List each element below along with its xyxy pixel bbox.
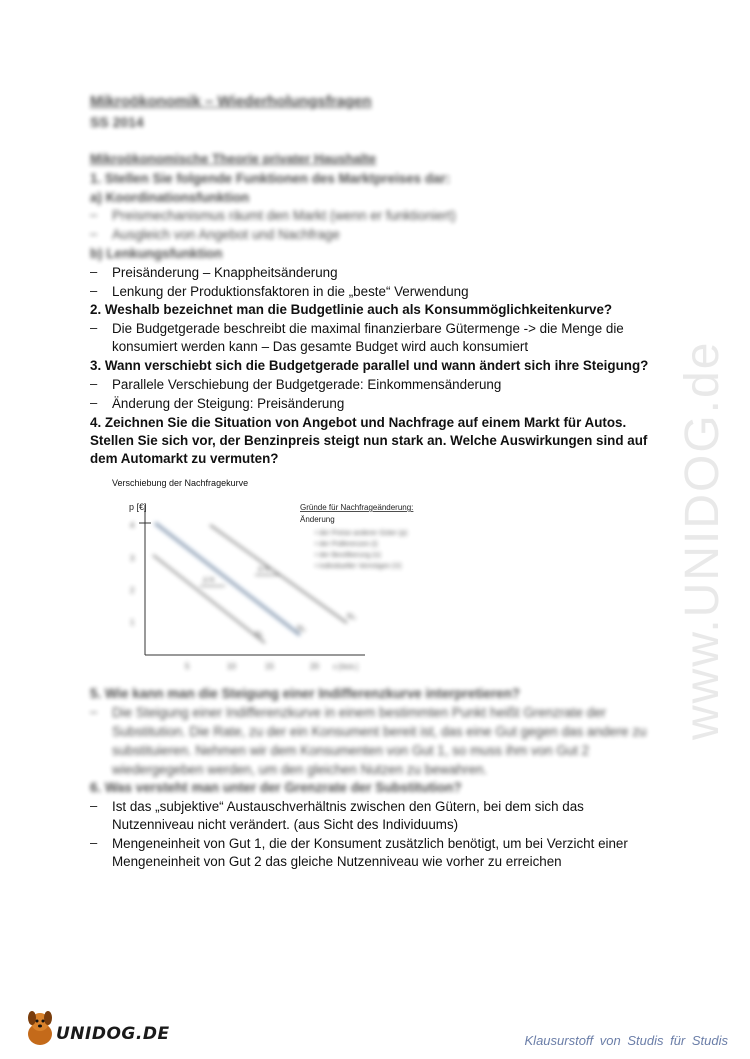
y-tick-label: 4 [130, 521, 135, 530]
y-tick-label: 3 [130, 554, 135, 563]
q1a-item-2: Ausgleich von Angebot und Nachfrage [112, 227, 340, 242]
q5-line-2: Substitution. Die Rate, zu der ein Konsument bereit ist, das eine Gut gegen das andere zu [112, 724, 647, 739]
legend-item: • individueller Vermögen (V) [315, 563, 402, 570]
x-tick-label: 20 [310, 662, 319, 671]
question-1: 1. Stellen Sie folgende Funktionen des Marktpreises dar: [90, 171, 451, 186]
question-3: 3. Wann verschiebt sich die Budgetgerade parallel und wann ändert sich ihre Steigung? [90, 358, 649, 373]
demand-shift-figure [115, 495, 445, 680]
q5-line-1: Die Steigung einer Indifferenzkurve in einem bestimmten Punkt heißt Grenzrate der [112, 705, 606, 720]
legend-title: Gründe für Nachfrageänderung: [300, 503, 414, 512]
footer-logo-text[interactable]: UNIDOG.DE [56, 1024, 170, 1044]
curve-label: N₁ [255, 630, 264, 639]
question-1b: b) Lenkungsfunktion [90, 246, 223, 261]
bullet-dash: – [90, 376, 98, 391]
bullet-dash: – [90, 395, 98, 410]
y-tick-label: 1 [130, 618, 135, 627]
figure-title: Verschiebung der Nachfragekurve [112, 478, 249, 488]
bullet-dash: – [90, 226, 98, 241]
demand-curve-n2 [155, 523, 300, 635]
curve-label: N₂ [297, 624, 306, 633]
bullet-dash: – [90, 798, 98, 813]
watermark: www.UNIDOG.de [676, 340, 729, 740]
section-title: Mikroökonomische Theorie privater Haushalte [90, 151, 377, 166]
q6-item-1-line-2: Nutzenniveau nicht verändert. (aus Sicht des Individuums) [112, 817, 459, 832]
legend-item: • der Bevölkerung (n) [315, 552, 381, 559]
question-6: 6. Was versteht man unter der Grenzrate der Substitution? [90, 780, 462, 795]
x-tick-label: 10 [227, 662, 236, 671]
question-4-line-3: dem Automarkt zu vermuten? [90, 451, 279, 466]
bullet-dash: – [90, 704, 98, 719]
q1b-item-1: Preisänderung – Knappheitsänderung [112, 265, 338, 280]
q6-item-2-line-2: Mengeneinheit von Gut 2 das gleiche Nutzenniveau wie vorher zu erreichen [112, 854, 562, 869]
legend-item: • der Preise anderer Güter (p) [315, 530, 408, 537]
y-axis-label: p [€] [129, 502, 147, 512]
q1b-item-2: Lenkung der Produktionsfaktoren in die „beste“ Verwendung [112, 284, 469, 299]
bullet-dash: – [90, 207, 98, 222]
q6-item-1-line-1: Ist das „subjektive“ Austauschverhältnis zwischen den Gütern, bei dem sich das [112, 799, 584, 814]
legend-item: • der Präferenzen (i) [315, 541, 378, 548]
q1a-item-1: Preismechanismus räumt den Markt (wenn er funktioniert) [112, 208, 456, 223]
page-title: Mikroökonomik – Wiederholungsfragen [90, 93, 372, 110]
q3-item-1: Parallele Verschiebung der Budgetgerade: Einkommensänderung [112, 377, 502, 392]
x-axis-label: x [Stck.] [333, 664, 358, 671]
bullet-dash: – [90, 264, 98, 279]
dog-logo-icon [22, 1008, 58, 1048]
x-tick-label: 5 [185, 662, 190, 671]
legend-subtitle: Änderung [300, 515, 335, 524]
q2-item-line-1: Die Budgetgerade beschreibt die maximal finanzierbare Gütermenge -> die Menge die [112, 321, 624, 336]
q2-item-line-2: konsumiert werden kann – Das gesamte Budget wird auch konsumiert [112, 339, 529, 354]
demand-curve-n1 [153, 555, 265, 643]
q3-item-2: Änderung der Steigung: Preisänderung [112, 396, 345, 411]
question-5: 5. Wie kann man die Steigung einer Indifferenzkurve interpretieren? [90, 686, 520, 701]
bullet-dash: – [90, 283, 98, 298]
x-tick-label: 15 [265, 662, 274, 671]
question-1a: a) Koordinationsfunktion [90, 190, 250, 205]
arrow-label: Δ N [203, 577, 215, 584]
question-2: 2. Weshalb bezeichnet man die Budgetlinie auch als Konsummöglichkeitenkurve? [90, 302, 613, 317]
q5-line-3: substituieren. Nehmen wir dem Konsumenten von Gut 1, so muss ihm von Gut 2 [112, 743, 590, 758]
semester: SS 2014 [90, 114, 144, 130]
bullet-dash: – [90, 835, 98, 850]
y-tick-label: 2 [130, 586, 135, 595]
question-4-line-1: 4. Zeichnen Sie die Situation von Angebot und Nachfrage auf einem Markt für Autos. [90, 415, 627, 430]
demand-curve-n3 [210, 525, 347, 623]
curve-label: N₃ [347, 612, 357, 621]
question-4-line-2: Stellen Sie sich vor, der Benzinpreis steigt nun stark an. Welche Auswirkungen sind auf [90, 433, 648, 448]
bullet-dash: – [90, 320, 98, 335]
footer-slogan: Klausurstoff von Studis für Studis [524, 1033, 728, 1048]
q5-line-4: wiedergegeben werden, um den gleichen Nutzen zu bewahren. [112, 762, 488, 777]
arrow-label: Δ N [258, 566, 270, 573]
q6-item-2-line-1: Mengeneinheit von Gut 1, die der Konsument zusätzlich benötigt, um bei Verzicht einer [112, 836, 628, 851]
